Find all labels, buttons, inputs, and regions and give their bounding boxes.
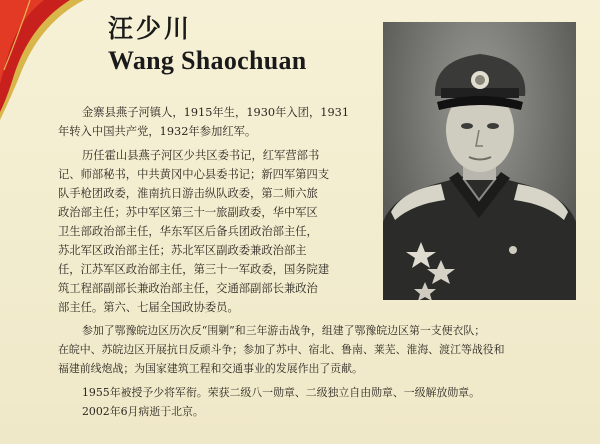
bio-line-7: 卫生部政治部主任，华东军区后备兵团政治部主任， (58, 225, 318, 238)
bio-line-3: 历任霍山县燕子河区少共区委书记，红军营部书 (82, 149, 320, 162)
bio-line-13: 在皖中、苏皖边区开展抗日反顽斗争；参加了苏中、宿北、鲁南、莱芜、淮海、渡江等战役和 (58, 343, 505, 356)
bio-line-8: 苏北军区政治部主任；苏北军区副政委兼政治部主 (58, 244, 307, 257)
bio-line-11: 部主任。第六、七届全国政协委员。 (58, 301, 239, 314)
bio-line-10: 筑工程部副部长兼政治部主任，交通部副部长兼政治 (58, 282, 318, 295)
portrait-figure (383, 22, 576, 300)
bio-line-2: 年转入中国共产党，1932年参加红军。 (58, 125, 257, 138)
bio-line-4: 记、师部秘书，中共黄冈中心县委书记；新四军第四支 (58, 168, 330, 181)
name-chinese: 汪少川 (108, 14, 193, 43)
bio-line-16: 2002年6月病逝于北京。 (82, 405, 204, 418)
bio-line-5: 队手枪团政委，淮南抗日游击纵队政委，第二师六旅 (58, 187, 318, 200)
name-english: Wang Shaochuan (108, 46, 307, 75)
bio-line-1: 金寨县燕子河镇人，1915年生，1930年入团，1931 (82, 106, 350, 119)
bio-line-9: 任，江苏军区政治部主任，第三十一军政委，国务院建 (58, 263, 330, 276)
bio-line-14: 福建前线炮战；为国家建筑工程和交通事业的发展作出了贡献。 (58, 362, 363, 375)
bio-line-6: 政治部主任；苏中军区第三十一旅副政委，华中军区 (58, 206, 318, 219)
portrait-photo (383, 22, 576, 300)
bio-line-12: 参加了鄂豫皖边区历次反“围剿”和三年游击战争，组建了鄂豫皖边区第一支便衣队； (82, 324, 486, 337)
red-gold-ribbon-decoration (0, 0, 120, 120)
bio-line-15: 1955年被授予少将军衔。荣获二级八一勋章、二级独立自由勋章、一级解放勋章。 (82, 386, 481, 399)
